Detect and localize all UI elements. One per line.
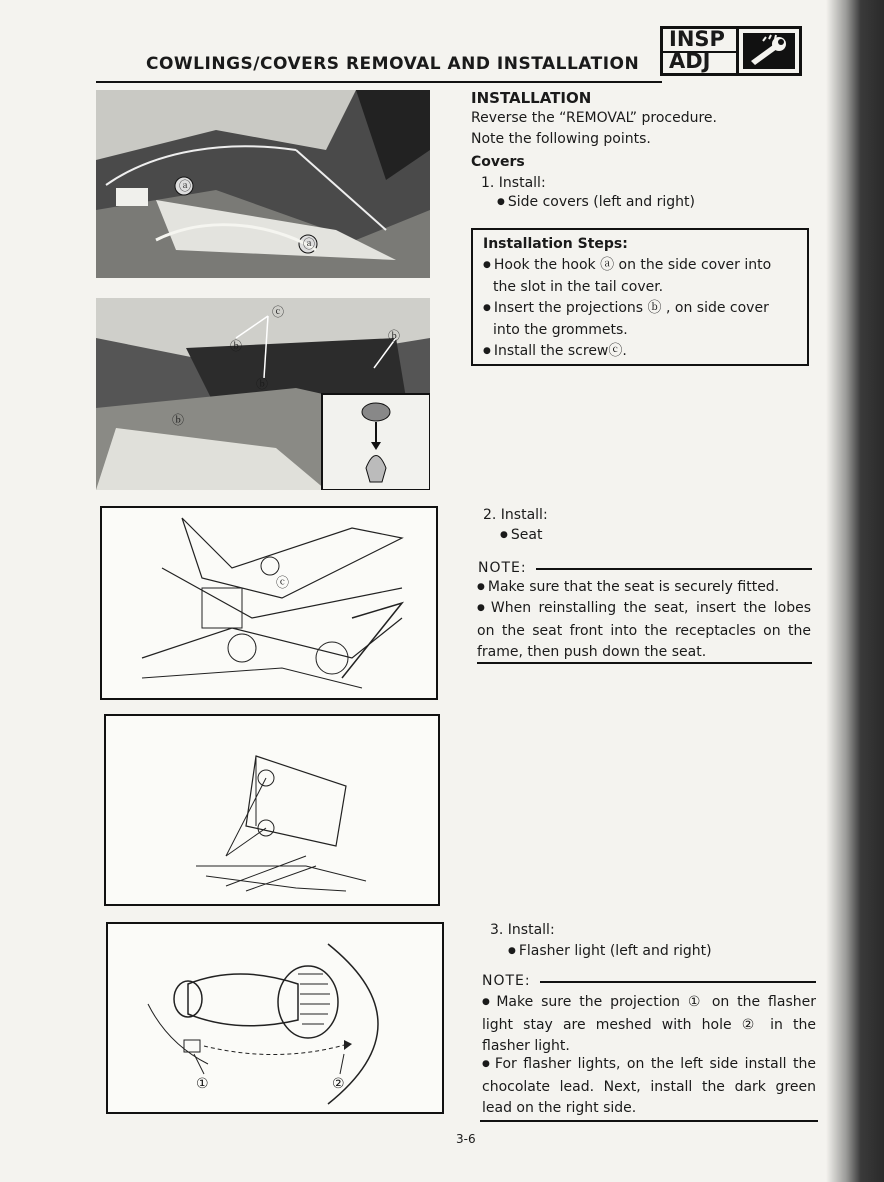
- steps-item-2b: into the grommets.: [493, 322, 628, 338]
- step3-note-heading: NOTE:: [482, 973, 531, 989]
- photo2-callout-b3: ⓑ: [388, 329, 401, 343]
- step1-item-text: Side covers (left and right): [507, 194, 695, 210]
- photo2-callout-b2: ⓑ: [256, 377, 269, 391]
- section-badge: [660, 26, 802, 76]
- photo1-callout-a1: ⓐ: [179, 179, 192, 193]
- step3-item: [508, 941, 712, 963]
- steps-item-1: [483, 255, 797, 278]
- step3-note-2-text: For flasher lights, on the left side install the chocolate lead. Next, install the dark green lead on the right side.: [482, 1056, 816, 1116]
- steps-item-1a: Hook the hook ⓐ on the side cover into: [493, 256, 772, 273]
- steps-item-3: [483, 341, 797, 364]
- photo2-callout-b4: ⓑ: [172, 413, 185, 427]
- photo2-callout-b1: ⓑ: [230, 339, 243, 353]
- step3-note-1: [482, 992, 816, 1057]
- step1-item: [497, 192, 695, 214]
- figure-seat-installation: [100, 506, 438, 700]
- step3-item-text: Flasher light (left and right): [518, 943, 712, 959]
- page-edge-shadow: [826, 0, 884, 1182]
- steps-item-3-text: Install the screwⓒ.: [493, 342, 627, 359]
- installation-line2: Note the following points.: [471, 131, 651, 147]
- installation-heading: INSTALLATION: [471, 89, 592, 107]
- photo-side-cover-hook: [96, 90, 430, 278]
- page-number: 3-6: [456, 1132, 476, 1146]
- step3-note-rule-top: [540, 981, 816, 983]
- step2-note-2: [477, 598, 811, 663]
- photo-side-cover-grommets: [96, 298, 430, 490]
- step1-label: 1. Install:: [481, 175, 546, 191]
- steps-title: Installation Steps:: [483, 236, 628, 252]
- step2-label: 2. Install:: [483, 507, 548, 523]
- step3-note-1-text: Make sure the projection ① on the flasher light stay are meshed with hole ② in the flasher light.: [482, 994, 816, 1054]
- photo1-callout-a2: ⓐ: [303, 237, 316, 251]
- figure-seat-lobes: [104, 714, 440, 906]
- badge-text-block: [663, 29, 739, 73]
- badge-adj: ADJ: [669, 49, 711, 73]
- page-title: COWLINGS/COVERS REMOVAL AND INSTALLATION: [146, 54, 640, 74]
- fig5-callout-2: ②: [332, 1076, 345, 1092]
- covers-heading: Covers: [471, 154, 525, 170]
- steps-item-2: [483, 298, 797, 321]
- badge-insp: INSP: [669, 27, 725, 51]
- wrench-icon: [743, 33, 795, 69]
- step2-note-rule-bottom: [477, 662, 812, 664]
- step2-note-heading: NOTE:: [478, 560, 527, 576]
- installation-line1: Reverse the “REMOVAL” procedure.: [471, 110, 717, 126]
- installation-steps-box: [471, 228, 809, 366]
- steps-item-2a: Insert the projections ⓑ , on side cover: [493, 299, 769, 316]
- steps-item-1b: the slot in the tail cover.: [493, 279, 664, 295]
- step3-label: 3. Install:: [490, 922, 555, 938]
- step2-note-rule-top: [536, 568, 812, 570]
- step2-note-2-text: When reinstalling the seat, insert the lobes on the seat front into the receptacles on the frame, then push down the seat.: [477, 600, 812, 660]
- step2-note-1: [477, 577, 811, 600]
- step2-item: [500, 525, 542, 547]
- step3-note-2: [482, 1054, 816, 1119]
- fig3-callout-c: ⓒ: [276, 576, 290, 591]
- step2-note-1-text: Make sure that the seat is securely fitted.: [487, 579, 780, 595]
- step3-note-rule-bottom: [480, 1120, 818, 1122]
- fig5-callout-1: ①: [196, 1076, 209, 1092]
- figure-flasher-light: [106, 922, 444, 1114]
- step2-item-text: Seat: [510, 527, 543, 543]
- photo2-callout-c: ⓒ: [272, 305, 285, 319]
- title-underline: [96, 81, 662, 83]
